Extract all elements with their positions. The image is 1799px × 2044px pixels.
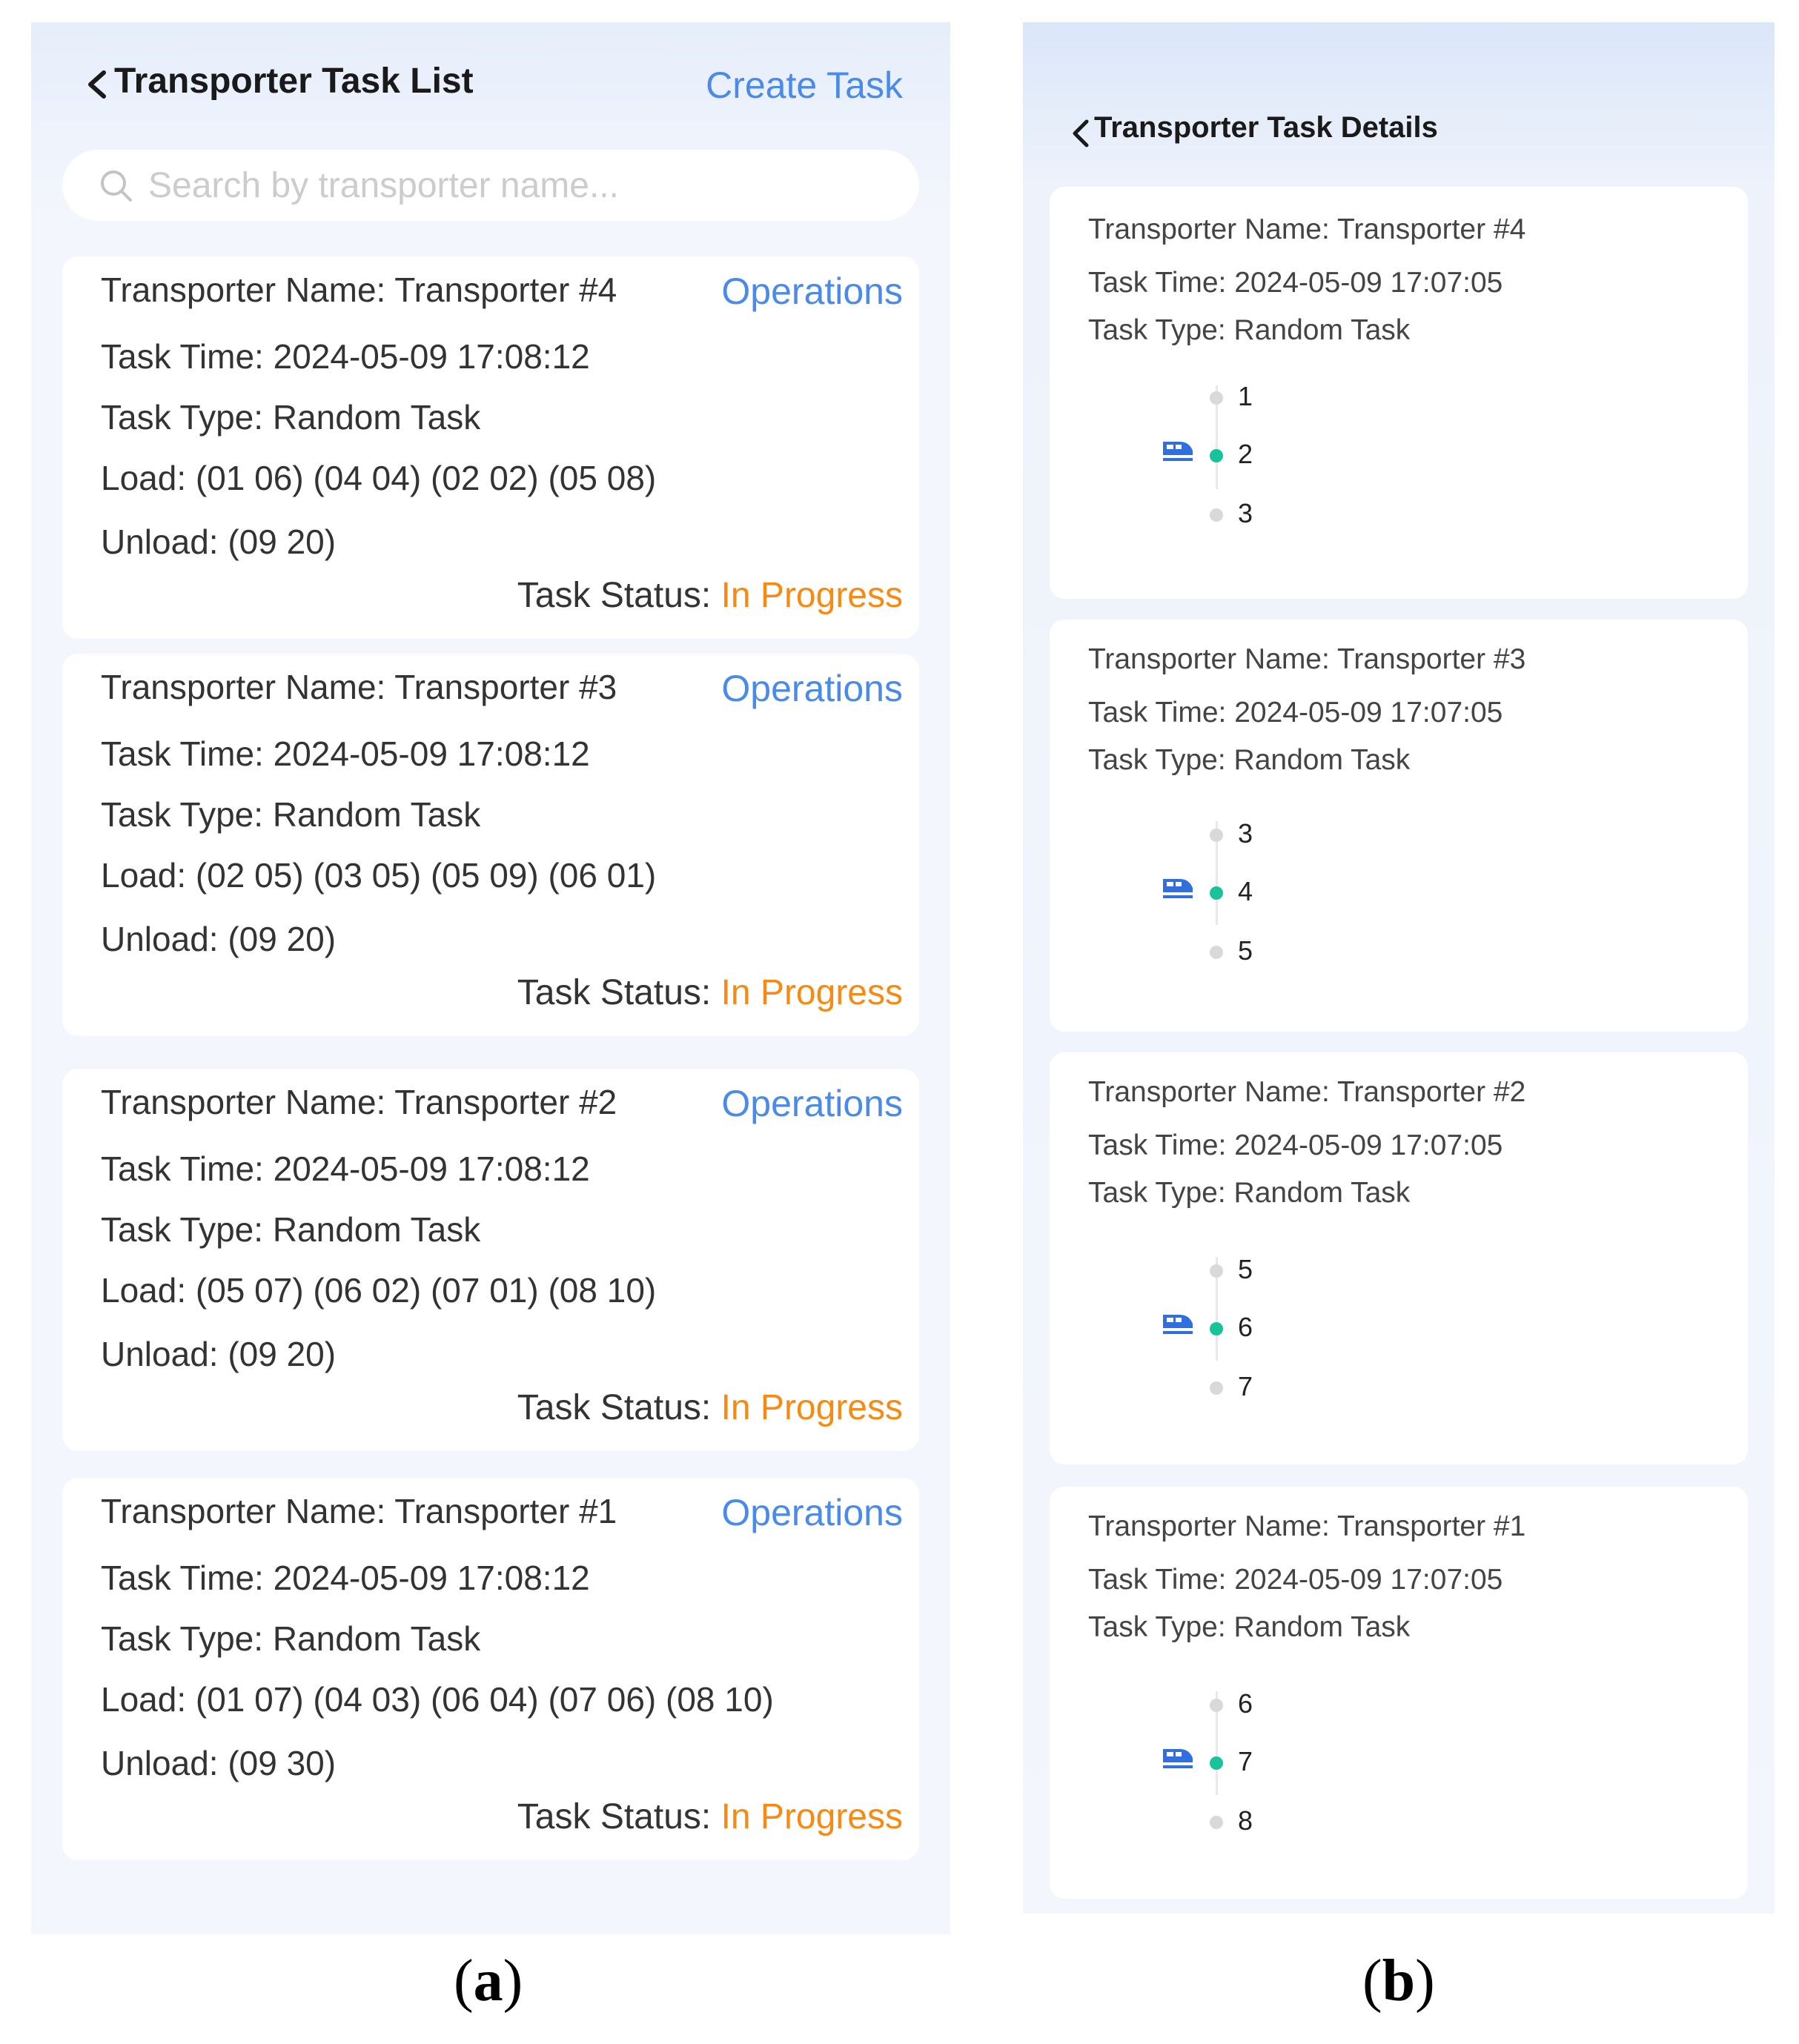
operations-link[interactable]: Operations — [721, 668, 903, 709]
timeline-step: 5 — [1238, 1254, 1253, 1284]
timeline-step: 6 — [1238, 1312, 1253, 1342]
task-status-label: Task Status: — [517, 1388, 721, 1427]
task-type: Task Type: Random Task — [1088, 744, 1411, 776]
task-type: Task Type: Random Task — [1088, 1611, 1411, 1643]
timeline-dot — [1210, 508, 1223, 522]
task-status-label: Task Status: — [517, 576, 721, 615]
status-badge: In Progress — [720, 1388, 903, 1427]
search-icon — [98, 167, 133, 203]
timeline-step: 1 — [1238, 381, 1253, 411]
timeline-dot-active — [1210, 1322, 1223, 1335]
detail-card — [1050, 187, 1748, 599]
task-load: Load: (02 05) (03 05) (05 09) (06 01) — [101, 856, 657, 895]
search-input[interactable] — [148, 165, 815, 206]
task-time: Task Time: 2024-05-09 17:08:12 — [101, 734, 590, 773]
task-time: Task Time: 2024-05-09 17:07:05 — [1088, 1564, 1503, 1596]
train-icon — [1161, 873, 1195, 900]
task-card — [62, 1478, 919, 1860]
operations-link[interactable]: Operations — [721, 271, 903, 312]
timeline-dot-active — [1210, 886, 1223, 900]
detail-card — [1050, 1487, 1748, 1899]
label-letter: a — [473, 1948, 503, 2014]
operations-link[interactable]: Operations — [721, 1492, 903, 1533]
transporter-name: Transporter Name: Transporter #4 — [101, 271, 617, 309]
task-load: Load: (01 07) (04 03) (06 04) (07 06) (08 10) — [101, 1680, 774, 1719]
task-status-label: Task Status: — [517, 973, 721, 1012]
progress-timeline — [1050, 1487, 1748, 1899]
timeline-step: 8 — [1238, 1805, 1253, 1836]
task-card — [62, 1069, 919, 1451]
task-status — [517, 972, 903, 1013]
label-close-paren: ) — [1415, 1948, 1435, 2014]
timeline-step: 7 — [1238, 1371, 1253, 1401]
timeline-dot — [1210, 1699, 1223, 1712]
timeline-step: 3 — [1238, 498, 1253, 528]
create-task-button[interactable]: Create Task — [706, 64, 903, 106]
details-title: Transporter Task Details — [1094, 111, 1438, 144]
task-unload: Unload: (09 20) — [101, 522, 337, 561]
transporter-name: Transporter Name: Transporter #1 — [101, 1492, 617, 1530]
task-list-header — [31, 22, 950, 148]
subfigure-label-b — [1362, 1948, 1435, 2015]
task-load: Load: (01 06) (04 04) (02 02) (05 08) — [101, 459, 657, 497]
task-time: Task Time: 2024-05-09 17:08:12 — [101, 1559, 590, 1597]
progress-timeline — [1050, 620, 1748, 1032]
label-open-paren: ( — [1362, 1948, 1382, 2014]
task-card — [62, 654, 919, 1036]
train-icon — [1161, 1309, 1195, 1335]
detail-card — [1050, 620, 1748, 1032]
chevron-left-icon[interactable] — [82, 68, 114, 101]
progress-timeline — [1050, 187, 1748, 599]
task-type: Task Type: Random Task — [1088, 314, 1411, 346]
task-time: Task Time: 2024-05-09 17:07:05 — [1088, 1129, 1503, 1161]
task-status-label: Task Status: — [517, 1797, 721, 1836]
task-load: Load: (05 07) (06 02) (07 01) (08 10) — [101, 1271, 657, 1310]
search-bar — [62, 150, 919, 221]
task-status — [517, 575, 903, 616]
task-type: Task Type: Random Task — [101, 398, 481, 437]
task-time: Task Time: 2024-05-09 17:08:12 — [101, 1149, 590, 1188]
transporter-name: Transporter Name: Transporter #1 — [1088, 1510, 1526, 1542]
task-time: Task Time: 2024-05-09 17:08:12 — [101, 337, 590, 376]
status-badge: In Progress — [720, 576, 903, 615]
task-status — [517, 1387, 903, 1428]
detail-card — [1050, 1052, 1748, 1464]
status-badge: In Progress — [720, 1797, 903, 1836]
chevron-left-icon[interactable] — [1069, 119, 1094, 148]
timeline-step: 2 — [1238, 439, 1253, 469]
timeline-step: 6 — [1238, 1688, 1253, 1719]
timeline-dot — [1210, 1381, 1223, 1395]
transporter-name: Transporter Name: Transporter #3 — [1088, 643, 1526, 675]
label-letter: b — [1382, 1948, 1416, 2014]
task-card — [62, 256, 919, 639]
page-title: Transporter Task List — [114, 62, 474, 101]
timeline-dot-active — [1210, 1756, 1223, 1770]
timeline-dot — [1210, 391, 1223, 405]
timeline-step: 4 — [1238, 876, 1253, 906]
timeline-dot — [1210, 829, 1223, 842]
task-status — [517, 1796, 903, 1837]
train-icon — [1161, 436, 1195, 462]
task-unload: Unload: (09 20) — [101, 1335, 337, 1373]
timeline-step: 7 — [1238, 1746, 1253, 1776]
task-details-panel — [1023, 22, 1775, 1914]
task-type: Task Type: Random Task — [101, 1210, 481, 1249]
timeline-dot — [1210, 946, 1223, 959]
task-unload: Unload: (09 20) — [101, 920, 337, 958]
timeline-dot-active — [1210, 449, 1223, 462]
subfigure-label-a — [454, 1948, 523, 2015]
task-list-panel — [31, 22, 950, 1934]
status-badge: In Progress — [720, 973, 903, 1012]
transporter-name: Transporter Name: Transporter #4 — [1088, 213, 1526, 245]
task-type: Task Type: Random Task — [1088, 1177, 1411, 1209]
train-icon — [1161, 1743, 1195, 1770]
timeline-step: 5 — [1238, 935, 1253, 966]
task-type: Task Type: Random Task — [101, 1619, 481, 1658]
task-unload: Unload: (09 30) — [101, 1744, 337, 1782]
operations-link[interactable]: Operations — [721, 1083, 903, 1124]
transporter-name: Transporter Name: Transporter #2 — [101, 1083, 617, 1121]
timeline-dot — [1210, 1264, 1223, 1278]
task-time: Task Time: 2024-05-09 17:07:05 — [1088, 267, 1503, 299]
timeline-step: 3 — [1238, 818, 1253, 849]
task-type: Task Type: Random Task — [101, 795, 481, 834]
label-close-paren: ) — [503, 1948, 523, 2014]
progress-timeline — [1050, 1052, 1748, 1464]
timeline-dot — [1210, 1816, 1223, 1829]
task-time: Task Time: 2024-05-09 17:07:05 — [1088, 697, 1503, 729]
label-open-paren: ( — [454, 1948, 474, 2014]
transporter-name: Transporter Name: Transporter #2 — [1088, 1076, 1526, 1108]
transporter-name: Transporter Name: Transporter #3 — [101, 668, 617, 706]
